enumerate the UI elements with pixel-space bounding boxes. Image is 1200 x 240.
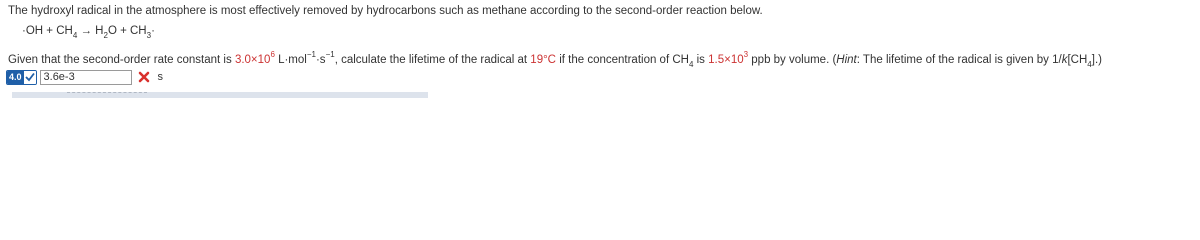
answer-unit: s <box>157 71 164 83</box>
next-panel-edge <box>12 92 428 98</box>
reactant-oh: ·OH <box>22 25 44 37</box>
incorrect-x-icon <box>138 71 150 83</box>
question-part: is <box>693 54 709 66</box>
ch4-subscript: 4 <box>1087 60 1092 70</box>
hint-label: Hint <box>836 54 857 66</box>
plus-sign: + <box>43 25 57 37</box>
question-part: ppb by volume. ( <box>748 54 837 66</box>
product-h2o-base: H <box>95 25 104 37</box>
attempt-badge[interactable] <box>6 70 37 85</box>
panel-edge-mark <box>67 92 147 95</box>
question-part: ·s <box>315 54 326 66</box>
question-part: if the concentration of CH <box>556 54 689 66</box>
s-exponent: −1 <box>325 50 335 60</box>
ch4-subscript: 4 <box>688 60 694 70</box>
product-h2o <box>95 25 117 41</box>
product-ch3-tail: · <box>151 25 155 37</box>
intro-text: The hydroxyl radical in the atmosphere is most effectively removed by hydrocarbons such as methane according to the second-order reaction below. <box>8 5 763 17</box>
question-part: ].) <box>1091 54 1102 66</box>
reactant-ch4-base: CH <box>56 25 73 37</box>
product-h2o-tail: O <box>107 25 117 37</box>
reaction-arrow: → <box>77 25 96 37</box>
answer-input[interactable] <box>40 70 132 85</box>
question-part: Given that the second-order rate constant is <box>8 54 235 66</box>
concentration-exp: 3 <box>743 50 749 60</box>
question-part: L·mol <box>274 54 307 66</box>
question-part: , calculate the lifetime of the radical at <box>334 54 531 66</box>
k-variable: k <box>1061 54 1068 66</box>
rate-constant-base: 3.0×10 <box>234 54 271 66</box>
question-part: : The lifetime of the radical is given by 1/ <box>856 54 1062 66</box>
reactant-ch4-sub: 4 <box>72 31 78 41</box>
product-ch3-sub: 3 <box>146 31 152 41</box>
question-page <box>0 0 1200 98</box>
concentration-value <box>708 50 749 66</box>
question-part: [CH <box>1067 54 1088 66</box>
checkmark-icon <box>24 71 36 84</box>
reactant-ch4 <box>56 25 78 41</box>
badge-version: 4.0 <box>9 71 22 82</box>
mol-exponent: −1 <box>306 50 316 60</box>
question-text <box>8 50 1102 70</box>
rate-constant-exp: 6 <box>270 50 275 60</box>
temperature-value: 19°C <box>530 54 556 66</box>
reaction-equation <box>22 24 155 41</box>
rate-constant-value <box>234 50 275 66</box>
concentration-base: 1.5×10 <box>708 54 744 66</box>
product-ch3 <box>130 25 155 41</box>
product-h2o-sub: 2 <box>103 31 108 41</box>
product-ch3-base: CH <box>130 25 147 37</box>
answer-row <box>6 69 163 85</box>
plus-sign: + <box>116 25 130 37</box>
